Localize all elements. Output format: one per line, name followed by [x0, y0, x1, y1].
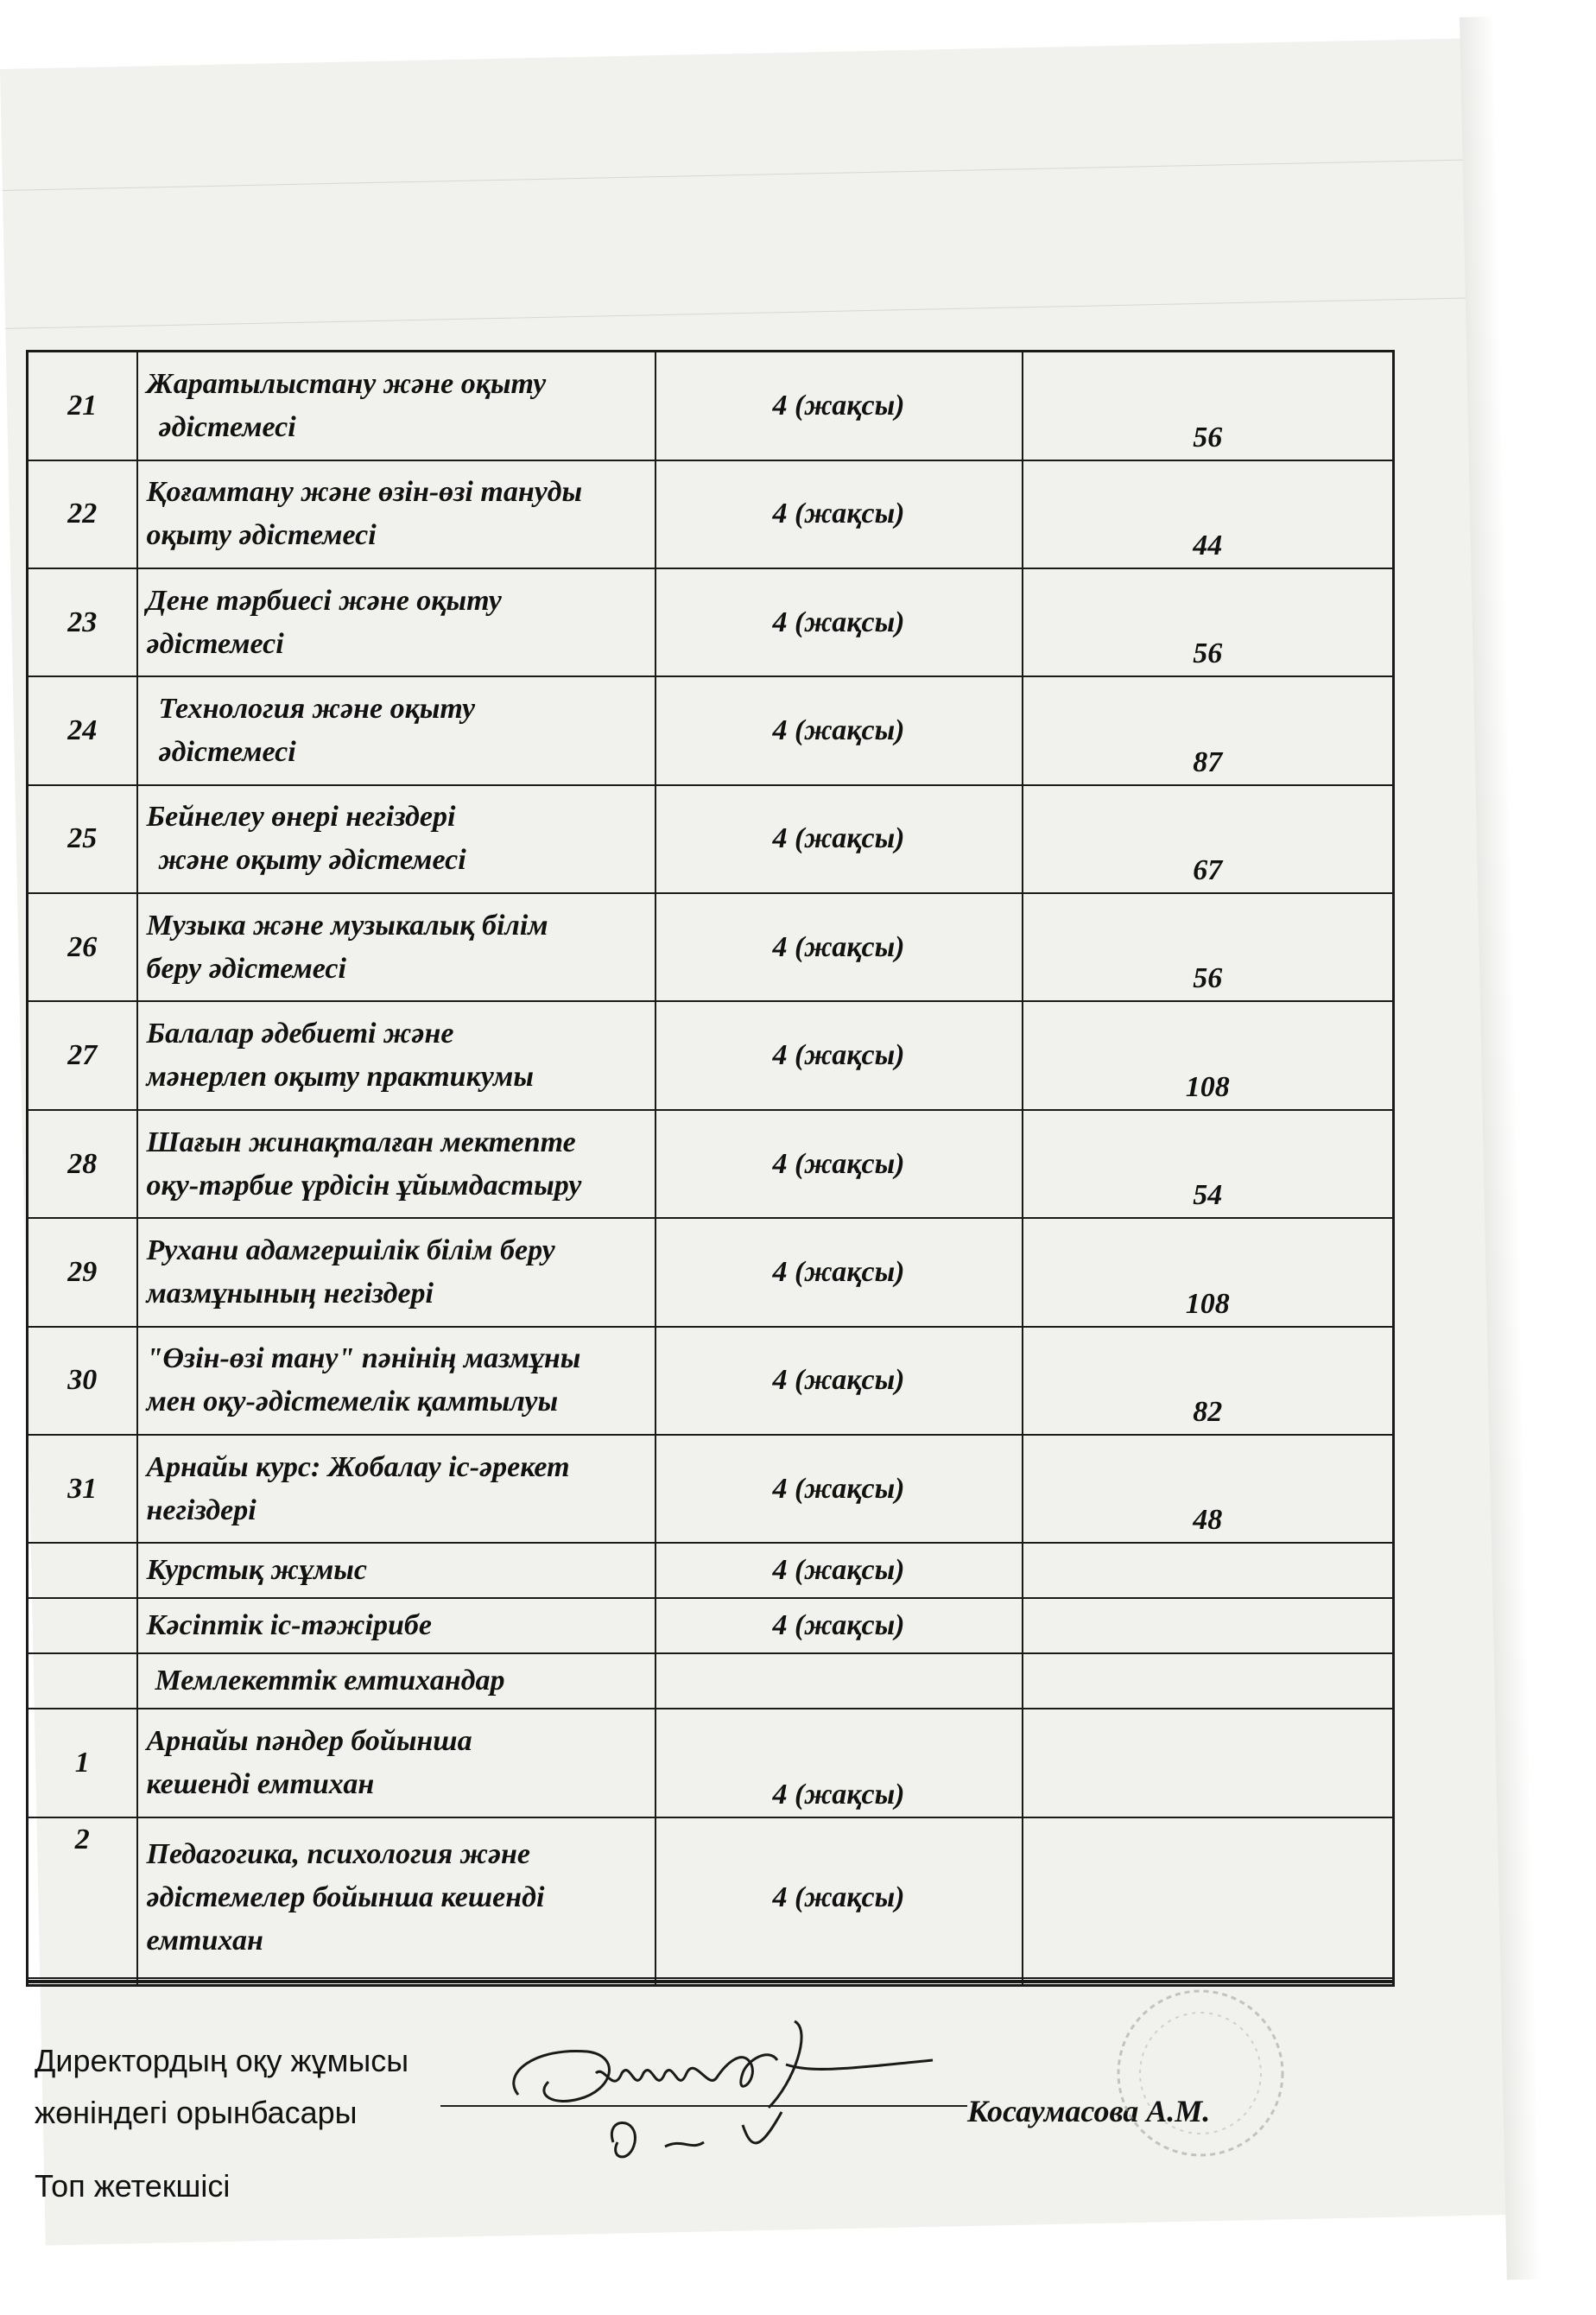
row-number: 22	[28, 460, 137, 568]
hours-cell: 54	[1023, 1110, 1394, 1218]
subject-cell	[137, 352, 656, 460]
grade-cell: 4 (жақсы)	[656, 1435, 1023, 1543]
deputy-name: Косаумасова А.М.	[967, 2094, 1211, 2128]
hours-cell: 87	[1023, 676, 1394, 784]
subject-line: мәнерлеп оқыту практикумы	[146, 1061, 534, 1094]
coursework-label: Курстық жұмыс	[137, 1543, 656, 1598]
grade-cell: 4 (жақсы)	[656, 460, 1023, 568]
table-row	[28, 893, 1394, 1001]
subject-line: Педагогика, психология және	[146, 1837, 531, 1870]
subject-line: әдістемесі	[146, 627, 284, 660]
row-number: 28	[28, 1110, 137, 1218]
table-row	[28, 352, 1394, 460]
table-row	[28, 1435, 1394, 1543]
row-number: 30	[28, 1327, 137, 1435]
table-row	[28, 1001, 1394, 1109]
subject-line: мен оқу-әдістемелік қамтылуы	[146, 1386, 559, 1418]
subject-line: және оқыту әдістемесі	[158, 844, 466, 877]
subject-line: Дене тәрбиесі және оқыту	[146, 584, 502, 617]
subject-line: оқыту әдістемесі	[146, 519, 377, 552]
table-row	[28, 568, 1394, 676]
subject-line: Музыка және музыкалық білім	[146, 909, 548, 942]
hours-cell: 44	[1023, 460, 1394, 568]
grade-cell: 4 (жақсы)	[656, 1110, 1023, 1218]
table-row	[28, 1598, 1394, 1653]
row-number: 27	[28, 1001, 137, 1109]
grade-cell: 4 (жақсы)	[656, 1218, 1023, 1326]
practice-grade: 4 (жақсы)	[656, 1598, 1023, 1653]
subject-line: беру әдістемесі	[146, 952, 346, 985]
table-row	[28, 676, 1394, 784]
exam-grade: 4 (жақсы)	[656, 1817, 1023, 1979]
table-row	[28, 1218, 1394, 1326]
table-row	[28, 1653, 1394, 1709]
grade-cell: 4 (жақсы)	[656, 1327, 1023, 1435]
subject-line: Рухани адамгершілік білім беру	[146, 1234, 555, 1266]
scan-line	[5, 297, 1478, 329]
coursework-grade: 4 (жақсы)	[656, 1543, 1023, 1598]
hours-cell: 56	[1023, 352, 1394, 460]
hours-cell: 67	[1023, 785, 1394, 893]
exam-subject-cell	[137, 1709, 656, 1817]
subject-line: оқу-тәрбие үрдісін ұйымдастыру	[146, 1169, 582, 1202]
table-row	[28, 1327, 1394, 1435]
hours-cell: 48	[1023, 1435, 1394, 1543]
table-row	[28, 1709, 1394, 1817]
row-number: 26	[28, 893, 137, 1001]
section-title: Мемлекеттік емтихандар	[155, 1665, 505, 1697]
subject-line: Жаратылыстану және оқыту	[146, 367, 547, 400]
subject-line: әдістемесі	[158, 410, 296, 443]
practice-label: Кәсіптік іс-тәжірибе	[137, 1598, 656, 1653]
hours-cell: 108	[1023, 1218, 1394, 1326]
state-exams-title	[137, 1653, 656, 1709]
subject-line: Арнайы курс: Жобалау іс-әрекет	[146, 1450, 570, 1483]
table-row	[28, 1110, 1394, 1218]
deputy-title-line2: жөніндегі орынбасары	[35, 2095, 358, 2130]
subject-cell	[137, 460, 656, 568]
subject-line: кешенді емтихан	[146, 1767, 375, 1800]
row-number: 21	[28, 352, 137, 460]
row-number: 23	[28, 568, 137, 676]
subject-line: Шағын жинақталған мектепте	[146, 1126, 576, 1158]
subject-cell	[137, 568, 656, 676]
subject-cell	[137, 1218, 656, 1326]
grade-cell: 4 (жақсы)	[656, 1001, 1023, 1109]
subject-line: негіздері	[146, 1494, 256, 1526]
subject-line: Қоғамтану және өзін-өзі тануды	[146, 476, 583, 509]
group-leader-label: Топ жетекшісі	[35, 2168, 231, 2204]
grades-table-container	[26, 350, 1392, 1987]
row-number: 31	[28, 1435, 137, 1543]
subject-line: мазмұнының негіздері	[146, 1277, 434, 1310]
subject-cell	[137, 676, 656, 784]
grade-cell: 4 (жақсы)	[656, 352, 1023, 460]
subject-line: Арнайы пәндер бойынша	[146, 1724, 472, 1757]
subject-line: Балалар әдебиеті және	[146, 1018, 454, 1050]
grade-cell: 4 (жақсы)	[656, 676, 1023, 784]
row-number: 25	[28, 785, 137, 893]
hours-cell: 108	[1023, 1001, 1394, 1109]
subject-line: Бейнелеу өнері негіздері	[146, 801, 456, 834]
subject-cell	[137, 1001, 656, 1109]
exam-number: 2	[28, 1817, 137, 1979]
subject-line: әдістемесі	[158, 735, 296, 768]
table-row	[28, 1817, 1394, 1979]
subject-cell	[137, 893, 656, 1001]
subject-line: "Өзін-өзі тану" пәнінің мазмұны	[146, 1342, 581, 1375]
exam-grade: 4 (жақсы)	[656, 1709, 1023, 1817]
subject-cell	[137, 1435, 656, 1543]
handwritten-signature	[484, 2013, 950, 2185]
scan-line	[3, 159, 1475, 191]
table-row	[28, 785, 1394, 893]
subject-cell	[137, 1110, 656, 1218]
faded-stamp	[1019, 1978, 1382, 2177]
grade-cell: 4 (жақсы)	[656, 893, 1023, 1001]
deputy-title-line1: Директордың оқу жұмысы	[35, 2043, 409, 2078]
subject-cell	[137, 785, 656, 893]
subject-line: емтихан	[146, 1924, 263, 1957]
subject-line: әдістемелер бойынша кешенді	[146, 1881, 545, 1913]
hours-cell: 56	[1023, 893, 1394, 1001]
table-row	[28, 460, 1394, 568]
grade-cell: 4 (жақсы)	[656, 785, 1023, 893]
row-number: 24	[28, 676, 137, 784]
grades-table	[26, 350, 1395, 1987]
exam-number: 1	[28, 1709, 137, 1817]
hours-cell: 82	[1023, 1327, 1394, 1435]
grade-cell: 4 (жақсы)	[656, 568, 1023, 676]
subject-line: Технология және оқыту	[158, 692, 476, 725]
row-number: 29	[28, 1218, 137, 1326]
subject-cell	[137, 1327, 656, 1435]
hours-cell: 56	[1023, 568, 1394, 676]
exam-subject-cell	[137, 1817, 656, 1979]
table-row	[28, 1543, 1394, 1598]
